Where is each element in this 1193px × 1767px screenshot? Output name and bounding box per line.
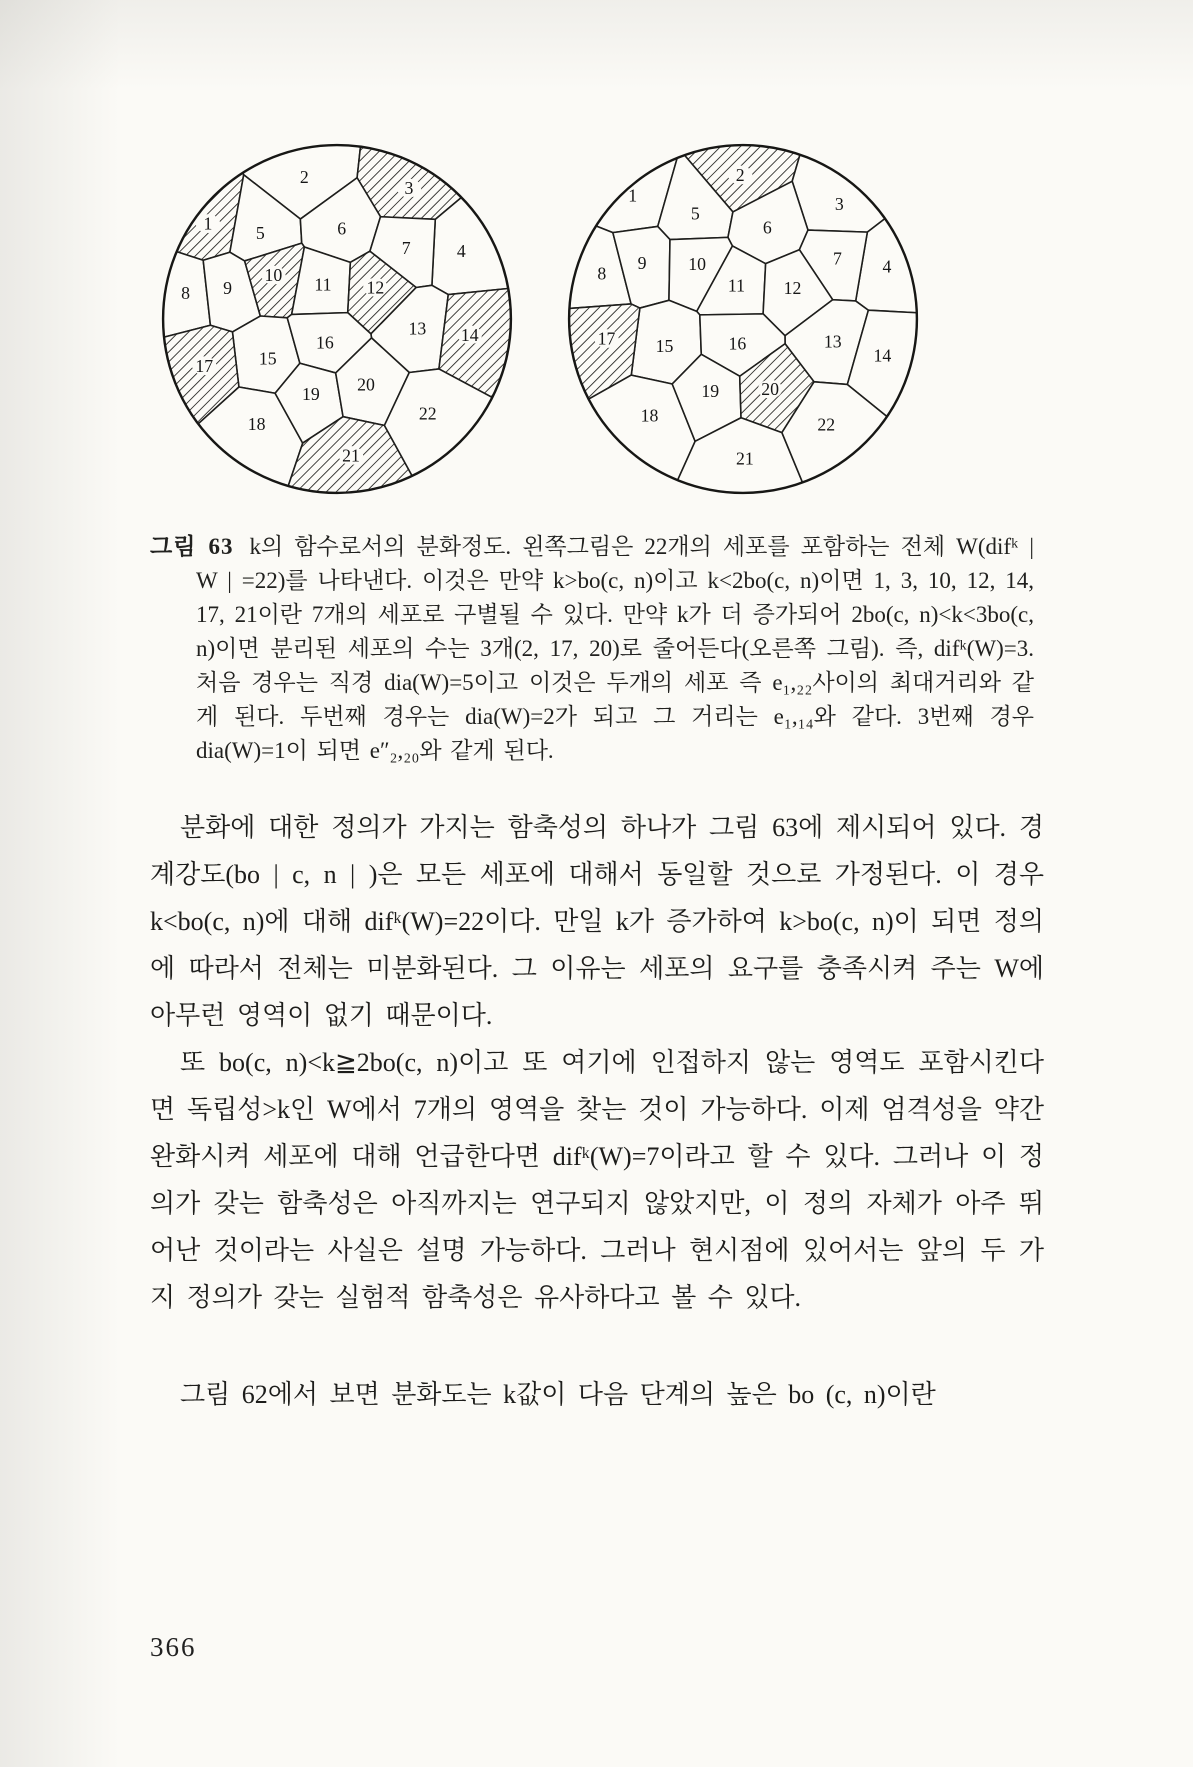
cell-label-20: 20 bbox=[357, 374, 375, 395]
cell-label-17: 17 bbox=[195, 355, 214, 376]
page-number: 366 bbox=[150, 1632, 197, 1662]
cell-label-22: 22 bbox=[418, 403, 437, 424]
cell-label-5: 5 bbox=[255, 223, 265, 244]
cell-label-13: 13 bbox=[823, 331, 842, 352]
cell-label-17: 17 bbox=[597, 328, 616, 349]
cell-label-3: 3 bbox=[404, 178, 414, 199]
cell-label-15: 15 bbox=[258, 348, 277, 369]
cell-label-21: 21 bbox=[342, 445, 360, 466]
cell-label-1: 1 bbox=[203, 213, 213, 234]
left-cell-diagram bbox=[150, 132, 524, 506]
paragraph-1: 분화에 대한 정의가 가지는 함축성의 하나가 그림 63에 제시되어 있다. 경계강도(bo | c, n | )은 모든 세포에 대해서 동일할 것으로 가정된다. 이 경우 k<bo(c, n)에 대해 difᵏ(W)=22이다. 만일 k가 증가하여 k>bo(c, n)이 되면 정의에 따라서 전체는 미분화된다. 그 이유는 세포의 요구를 충족시켜 주는 W에 아무런 영역이 없기 때문이다. bbox=[150, 813, 1044, 1030]
right-cell-diagram bbox=[556, 132, 930, 506]
cell-label-22: 22 bbox=[817, 414, 836, 435]
cell-label-14: 14 bbox=[460, 324, 479, 345]
cell-label-16: 16 bbox=[728, 333, 747, 354]
paragraph-2: 또 bo(c, n)<k≧2bo(c, n)이고 또 여기에 인접하지 않는 영역도 포함시킨다면 독립성>k인 W에서 7개의 영역을 찾는 것이 가능하다. 이제 엄격성을 약간 완화시켜 세포에 대해 언급한다면 difᵏ(W)=7이라고 할 수 있다. 그러나 이 정의가 갖는 함축성은 아직까지는 연구되지 않았지만, 이 정의 자체가 아주 뛰어난 것이라는 사실은 설명 가능하다. 그러나 현시점에 있어서는 앞의 두 가지 정의가 갖는 실험적 함축성은 유사하다고 볼 수 있다. bbox=[150, 1048, 1044, 1312]
paragraph-3: 그림 62에서 보면 분화도는 k값이 다음 단계의 높은 bo (c, n)이란 bbox=[180, 1380, 936, 1409]
cell-label-18: 18 bbox=[247, 413, 266, 434]
cell-label-5: 5 bbox=[690, 203, 700, 224]
cell-label-16: 16 bbox=[315, 332, 334, 353]
cell-label-11: 11 bbox=[727, 275, 746, 296]
cell-label-20: 20 bbox=[761, 379, 779, 400]
cell-label-11: 11 bbox=[314, 274, 332, 295]
cell-label-7: 7 bbox=[401, 238, 411, 259]
cell-label-4: 4 bbox=[456, 240, 466, 261]
figure-label: 그림 63 bbox=[150, 534, 234, 559]
cell-label-12: 12 bbox=[783, 278, 802, 299]
cell-label-21: 21 bbox=[735, 448, 754, 469]
cell-label-15: 15 bbox=[655, 336, 674, 357]
cell-label-18: 18 bbox=[640, 405, 659, 426]
cell-label-2: 2 bbox=[735, 165, 745, 186]
cell-region-4 bbox=[432, 198, 508, 295]
cell-label-9: 9 bbox=[223, 278, 233, 299]
figure-caption bbox=[150, 530, 1034, 768]
cell-label-10: 10 bbox=[264, 265, 283, 286]
cell-label-8: 8 bbox=[597, 263, 607, 284]
cell-label-9: 9 bbox=[637, 252, 647, 273]
cell-label-7: 7 bbox=[832, 248, 842, 269]
cell-label-1: 1 bbox=[628, 185, 638, 206]
cell-label-12: 12 bbox=[366, 277, 385, 298]
cell-label-8: 8 bbox=[181, 282, 190, 303]
figure-63 bbox=[150, 132, 1045, 506]
cell-label-6: 6 bbox=[337, 218, 347, 239]
cell-label-14: 14 bbox=[873, 345, 892, 366]
cell-label-2: 2 bbox=[299, 166, 309, 187]
cell-label-19: 19 bbox=[701, 381, 720, 402]
cell-label-6: 6 bbox=[762, 217, 772, 238]
body-text bbox=[150, 804, 1044, 1418]
cell-label-13: 13 bbox=[408, 318, 427, 339]
cell-label-4: 4 bbox=[882, 256, 892, 277]
cell-label-10: 10 bbox=[688, 253, 707, 274]
cell-label-19: 19 bbox=[301, 383, 320, 404]
cell-label-3: 3 bbox=[834, 194, 844, 215]
figure-caption-text: k의 함수로서의 분화정도. 왼쪽그림은 22개의 세포를 포함하는 전체 W(difᵏ | W | =22)를 나타낸다. 이것은 만약 k>bo(c, n)이고 k<2bo(c, n)이면 1, 3, 10, 12, 14, 17, 21이란 7개의 세포로 구별될 수 있다. 만약 k가 더 증가되어 2bo(c, n)<k<3bo(c, n)이면 분리된 세포의 수는 3개(2, 17, 20)로 줄어든다(오른쪽 그림). 즉, difᵏ(W)=3. 처음 경우는 직경 dia(W)=5이고 이것은 두개의 세포 즉 e₁,₂₂사이의 최대거리와 같게 된다. 두번째 경우는 dia(W)=2가 되고 그 거리는 e₁,₁₄와 같다. 3번째 경우 dia(W)=1이 되면 e″₂,₂₀와 같게 된다. bbox=[196, 534, 1034, 763]
